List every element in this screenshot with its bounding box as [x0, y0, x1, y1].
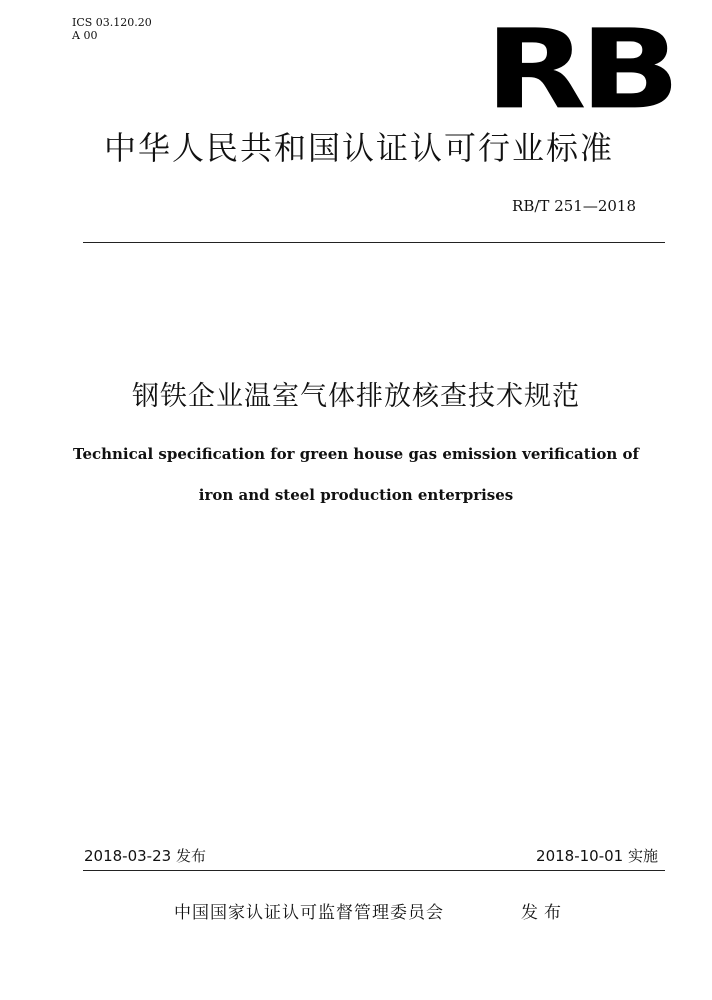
standard-category: 中华人民共和国认证认可行业标准	[103, 129, 614, 167]
ccs-code: A 00	[72, 29, 98, 42]
top-divider	[83, 242, 665, 243]
title-english-line1: Technical specification for green house gas emission verification of	[73, 445, 639, 463]
publish-label: 发布	[521, 903, 567, 923]
classification-codes	[72, 16, 152, 42]
rb-logo: RB	[485, 6, 674, 134]
implementation-date: 2018-10-01 实施	[536, 847, 658, 865]
title-chinese: 钢铁企业温室气体排放核查技术规范	[132, 381, 580, 412]
bottom-divider	[83, 870, 665, 871]
standard-number: RB/T 251—2018	[512, 197, 636, 215]
title-english-line2: iron and steel production enterprises	[198, 486, 514, 504]
publisher-name: 中国国家认证认可监督管理委员会	[174, 903, 444, 923]
issue-date: 2018-03-23 发布	[84, 847, 206, 865]
ics-code: ICS 03.120.20	[72, 16, 152, 29]
